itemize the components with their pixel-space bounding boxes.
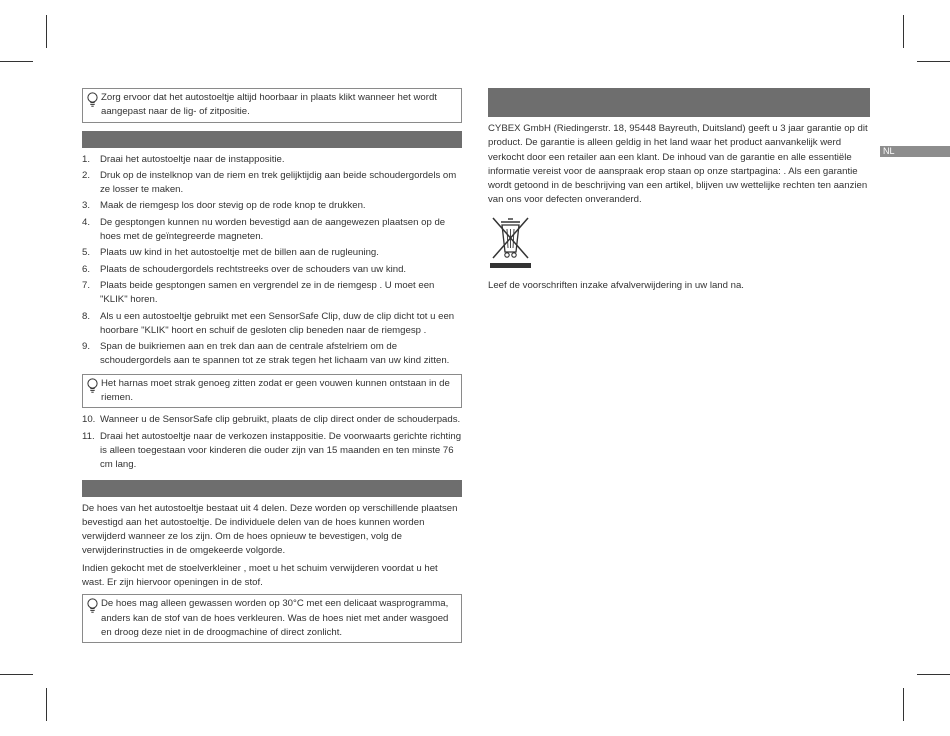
- crop-mark: [917, 674, 950, 675]
- right-column: [488, 88, 870, 293]
- list-item: 3. Maak de riemgesp los door stevig op de rode knop te drukken.: [82, 200, 366, 212]
- list-item: 10. Wanneer u de SensorSafe clip gebruikt, plaats de clip direct onder de schouderpads.: [82, 414, 461, 426]
- crop-mark: [46, 688, 47, 721]
- crop-mark: [903, 15, 904, 48]
- list-item: 7. Plaats beide gesptongen samen en vergrendel ze in de riemgesp . U moet een "KLIK" horen.: [82, 279, 435, 306]
- lightbulb-icon: [86, 598, 99, 613]
- note-box-harness: [82, 374, 462, 409]
- lightbulb-icon: [86, 378, 99, 393]
- disposal-paragraph: Leef de voorschriften inzake afvalverwijdering in uw land na.: [488, 280, 744, 292]
- crop-mark: [0, 674, 33, 675]
- left-column: [82, 88, 462, 643]
- crossed-out-bin-icon: [488, 214, 533, 270]
- crop-mark: [903, 688, 904, 721]
- note-text: Het harnas moet strak genoeg zitten zodat er geen vouwen kunnen ontstaan in de riemen.: [101, 377, 450, 404]
- list-item: 2. Druk op de instelknop van de riem en trek gelijktijdig aan beide schoudergordels om ze losser te maken.: [82, 169, 457, 196]
- crop-mark: [917, 61, 950, 62]
- list-item: 8. Als u een autostoeltje gebruikt met een SensorSafe Clip, duw de clip dicht tot u een hoorbare "KLIK" hoort en schuif de gesloten clip beneden naar de riemgesp .: [82, 310, 455, 336]
- note-box-washing: [82, 594, 462, 643]
- list-item: 9. Span de buikriemen aan en trek dan aan de centrale afstelriem om de schoudergordels aan te spannen tot ze strak tegen het lichaam van uw kind zitten.: [82, 341, 450, 367]
- list-item: 1. Draai het autostoeltje naar de instappositie.: [82, 153, 285, 165]
- crop-mark: [0, 61, 33, 62]
- lightbulb-icon: [86, 92, 99, 107]
- cover-paragraph: Indien gekocht met de stoelverkleiner , moet u het schuim verwijderen voordat u het wast. Er zijn hiervoor openingen in de stof.: [82, 562, 438, 589]
- warranty-paragraph: CYBEX GmbH (Riedingerstr. 18, 95448 Bayreuth, Duitsland) geeft u 3 jaar garantie op dit product. De garantie is alleen geldig in het land waar het product aanvankelijk werd verkocht door een retailer aan een klant. De inhoud van de garantie en alle essentiële informatie vereist voor de aanspraak erop staan op onze startpagina: . Als een garantie wordt getoond in de beschrijving van een artikel, blijven uw wettelijke rechten ten aanzien van ons voor defecten onveranderd.: [488, 123, 868, 206]
- list-item: 6. Plaats de schoudergordels rechtstreeks over de schouders van uw kind.: [82, 263, 407, 275]
- crop-mark: [46, 15, 47, 48]
- note-text: Zorg ervoor dat het autostoeltje altijd hoorbaar in plaats klikt wanneer het wordt aangepast naar de lig- of zitpositie.: [101, 92, 437, 118]
- section-heading-bar: [82, 480, 462, 497]
- list-item: 11. Draai het autostoeltje naar de verkozen instappositie. De voorwaarts gerichte richting is alleen toegestaan voor kinderen die ouder zijn van 15 maanden en ten minste 76 cm lang.: [82, 430, 462, 471]
- section-heading-bar: [488, 88, 870, 117]
- harness-steps-list-continued: [82, 413, 462, 472]
- note-text: De hoes mag alleen gewassen worden op 30°C met een delicaat wasprogramma, anders kan de stof van de hoes verkleuren. Was de hoes niet met ander wasgoed en droog deze niet in de droogmachine of direct zonlicht.: [101, 598, 449, 638]
- list-item: 5. Plaats uw kind in het autostoeltje met de billen aan de rugleuning.: [82, 247, 379, 259]
- language-tab: NL: [880, 146, 950, 157]
- list-item: 4. De gesptongen kunnen nu worden bevestigd aan de aangewezen plaatsen op de hoes met de geïntegreerde magneten.: [82, 216, 446, 243]
- note-box-lock: [82, 88, 462, 123]
- harness-steps-list: [82, 153, 462, 369]
- section-heading-bar: [82, 131, 462, 148]
- cover-paragraph: De hoes van het autostoeltje bestaat uit 4 delen. Deze worden op verschillende plaatsen bevestigd aan het autostoeltje. De individuele delen van de hoes kunnen worden verwijderd wanneer ze los zijn. Om de hoes opnieuw te bevestigen, volg de verwijderinstructies in de omgekeerde volgorde.: [82, 502, 458, 557]
